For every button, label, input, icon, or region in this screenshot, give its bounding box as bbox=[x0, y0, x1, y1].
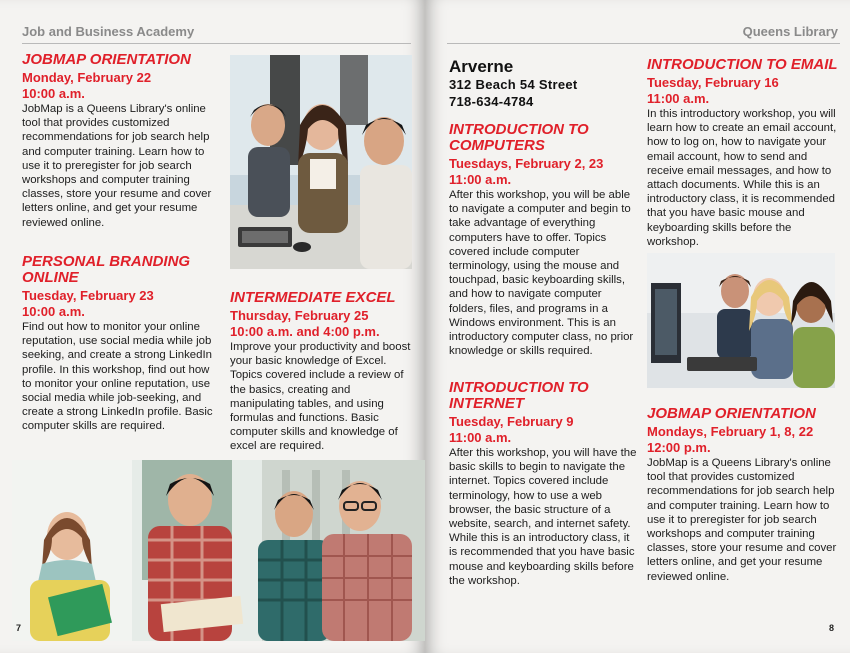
event-description: Find out how to monitor your online reputation, use social media while job seeking, and create a strong LinkedIn profile. In this workshop, find out how to monitor your online reputation, use social media while job-seeking, and create a strong LinkedIn profile. Basic computer skills are required. bbox=[22, 321, 213, 433]
header-rule-right bbox=[447, 43, 840, 44]
photo-students-at-computer bbox=[230, 55, 412, 269]
event-time: 10:00 a.m. bbox=[22, 86, 85, 101]
event-description: After this workshop, you will have the basic skills to begin to navigate the internet. Topics covered include terminology, how to use a web browser, the basic structure of a website, search, and internet safety. While this is an introductory class, it is recommended that you have basic mouse and keyboarding skills before the workshop. bbox=[449, 447, 637, 587]
right-page bbox=[425, 0, 850, 653]
event-time: 11:00 a.m. bbox=[647, 91, 710, 106]
event-description: After this workshop, you will be able to navigate a computer and begin to take advantage of everything computers have to offer. Topics covered include computer terminology, using the mouse and touchpad, basic keyboarding skills, and how to navigate computer folders, files, and programs in a Windows environment. This is an introductory computer class, no prior knowledge or skills required. bbox=[449, 189, 634, 358]
event-title: INTRODUCTION TO COMPUTERS bbox=[449, 121, 589, 154]
event-intermediate-excel bbox=[230, 290, 414, 454]
event-jobmap-orientation-right bbox=[647, 406, 840, 584]
event-time: 11:00 a.m. bbox=[449, 430, 512, 445]
event-introduction-to-internet bbox=[449, 380, 639, 588]
event-time: 12:00 p.m. bbox=[647, 440, 711, 455]
event-introduction-to-email bbox=[647, 57, 840, 249]
page-number-right: 8 bbox=[828, 623, 834, 633]
photo-group-of-students bbox=[12, 460, 425, 641]
event-date: Tuesday, February 23 bbox=[22, 288, 154, 303]
header-rule-left bbox=[22, 43, 411, 44]
event-time: 10:00 a.m. and 4:00 p.m. bbox=[230, 324, 380, 339]
photo-women-at-computers bbox=[647, 253, 835, 388]
event-date: Monday, February 22 bbox=[22, 70, 152, 85]
event-description: JobMap is a Queens Library's online tool that provides customized recommendations for job search help and computer training. Learn how to use it to preregister for job search workshops and computer training classes, store your resume and cover letters online, and get your resume reviewed online. bbox=[647, 457, 837, 583]
event-date: Tuesdays, February 2, 23 bbox=[449, 156, 604, 171]
event-title: PERSONAL BRANDING ONLINE bbox=[22, 253, 191, 286]
event-description: JobMap is a Queens Library's online tool that provides customized recommendations for job search help and computer training. Learn how to use it to preregister for job search workshops and computer training classes, store your resume and cover letters online, and get your resume reviewed online. bbox=[22, 103, 212, 229]
branch-phone: 718-634-4784 bbox=[449, 94, 534, 109]
event-date: Mondays, February 1, 8, 22 bbox=[647, 424, 814, 439]
event-description: In this introductory workshop, you will learn how to create an email account, how to log on, how to navigate your email account, how to send and receive email messages, and how to attach documents. While this is an introductory class, it is recommended that you have basic mouse and keyboarding skills before the workshop. bbox=[647, 108, 837, 248]
event-title: INTRODUCTION TO EMAIL bbox=[647, 56, 838, 73]
running-head-right: Queens Library bbox=[742, 24, 838, 39]
running-head-left: Job and Business Academy bbox=[22, 24, 195, 39]
page-number-left: 7 bbox=[16, 623, 22, 633]
event-introduction-to-computers bbox=[449, 122, 634, 358]
event-date: Tuesday, February 9 bbox=[449, 414, 574, 429]
branch-address: 312 Beach 54 Street bbox=[449, 77, 578, 92]
event-time: 11:00 a.m. bbox=[449, 172, 512, 187]
event-title: JOBMAP ORIENTATION bbox=[22, 51, 191, 68]
event-time: 10:00 a.m. bbox=[22, 304, 85, 319]
event-title: JOBMAP ORIENTATION bbox=[647, 405, 816, 422]
branch-name: Arverne bbox=[449, 57, 514, 76]
event-date: Thursday, February 25 bbox=[230, 308, 369, 323]
event-personal-branding-online bbox=[22, 254, 218, 434]
event-date: Tuesday, February 16 bbox=[647, 75, 779, 90]
event-title: INTERMEDIATE EXCEL bbox=[230, 289, 396, 306]
event-title: INTRODUCTION TO INTERNET bbox=[449, 379, 589, 412]
event-jobmap-orientation-left bbox=[22, 52, 218, 230]
event-description: Improve your productivity and boost your basic knowledge of Excel. Topics covered include a review of the basics, creating and manipulating tables, and using formulas and functions. Basic computer skills and knowledge of excel are required. bbox=[230, 341, 411, 453]
branch-info bbox=[449, 57, 639, 110]
